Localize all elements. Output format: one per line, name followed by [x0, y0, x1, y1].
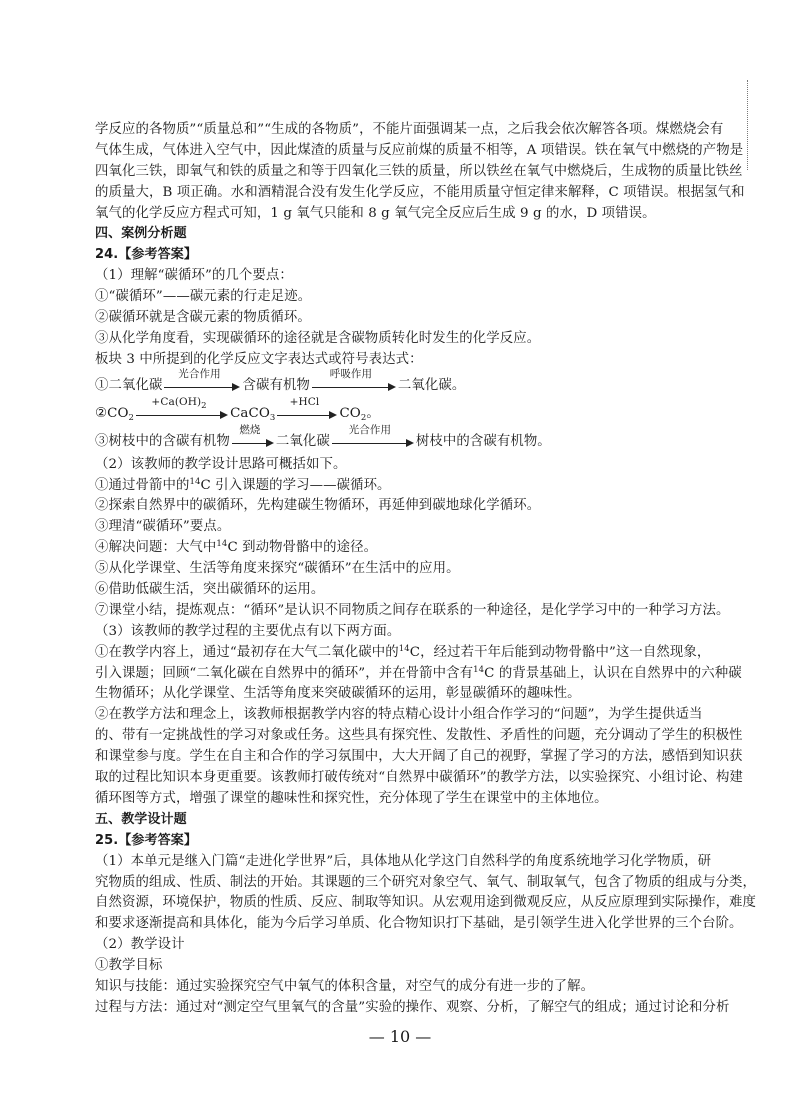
reaction-condition: 光合作用: [348, 424, 392, 437]
text-line: 自然资源，环境保护，物质的性质、反应、制取等知识。从宏观用途到微观反应，从反应原理到实际操作，难度: [95, 895, 757, 911]
text-line: 的质量大，B 项正确。水和酒精混合没有发生化学反应，不能用质量守恒定律来解释，C 项错误。根据氢气和: [95, 184, 745, 200]
reagent-text: +Ca(OH): [151, 396, 202, 409]
punctuation: 。: [366, 405, 380, 421]
text-fragment: ①通过骨箭中的: [95, 477, 190, 493]
text-line: 板块 3 中所提到的化学反应文字表达式或符号表达式：: [95, 351, 423, 367]
product: 含碳有机物: [242, 377, 310, 393]
isotope-mass-number: 14: [189, 476, 201, 487]
reaction-arrow: [332, 424, 414, 449]
text-line: 学反应的各物质”“质量总和”“生成的各物质”，不能片面强调某一点，之后我会依次解答各项。煤燃烧会有: [95, 122, 724, 137]
text-line: 和课堂参与度。学生在自主和合作的学习氛围中，大大开阔了自己的视野，掌握了学习的方法，感悟到知识获: [95, 749, 743, 765]
isotope-mass-number: 14: [473, 664, 485, 675]
subscript: 3: [269, 412, 276, 423]
text-line: ②在教学方法和理念上，该教师根据教学内容的特点精心设计小组合作学习的“问题”，为学生提供适当: [95, 707, 703, 723]
text-line: [95, 476, 711, 497]
text-line: 生物循环；从化学课堂、生活等角度来突破碳循环的运用，彰显碳循环的趣味性。: [95, 686, 581, 702]
reactant: 树枝中的含碳有机物: [108, 433, 230, 449]
subscript: 2: [360, 412, 367, 423]
product: 二氧化碳。: [397, 377, 466, 393]
page-number: — 10 —: [368, 1027, 432, 1046]
reaction-arrow: [277, 396, 337, 421]
reaction-condition: 燃烧: [239, 424, 261, 437]
reaction-condition: 光合作用: [178, 368, 221, 381]
subscript: 2: [128, 412, 135, 423]
binding-edge-marks: [746, 80, 748, 170]
text-line: （3）该教师的教学过程的主要优点有以下两方面。: [95, 623, 401, 639]
text-fragment: C 的背景基础上，认识在自然界中的六种碳: [484, 665, 742, 681]
reaction-condition: +HCl: [289, 396, 320, 409]
text-line: （2）该教师的教学设计思路可概括如下。: [95, 456, 347, 472]
isotope-mass-number: 14: [216, 539, 228, 550]
text-line: [95, 643, 711, 664]
equation-number: ③: [95, 433, 109, 449]
formula-text: CaCO: [230, 405, 270, 421]
text-line: 究物质的组成、性质、制法的开始。其课题的三个研究对象空气、氧气、制取氧气，包含了物质的组成与分类，: [95, 874, 757, 890]
reaction-arrow: [232, 424, 274, 449]
text-fragment: C 到动物骨骼中的途径。: [227, 540, 378, 556]
reaction-arrow: [312, 368, 396, 393]
text-line: ⑤从化学课堂、生活等角度来探究“碳循环”在生活中的应用。: [95, 561, 460, 577]
text-line: 的、带有一定挑战性的学习对象或任务。这些具有探究性、发散性、矛盾性的问题，充分调动了学生的积极性: [95, 728, 743, 744]
text-line: ⑥借助低碳生活，突出碳循环的运用。: [95, 582, 325, 598]
equation-2: [95, 396, 711, 427]
text-line: ⑦课堂小结，提炼观点：“循环”是认识不同物质之间存在联系的一种途径，是化学学习中的一种学习方法。: [95, 602, 730, 618]
question-24-label: 24.【参考答案】: [95, 247, 197, 263]
product: 二氧化碳: [275, 433, 330, 449]
text-line: ②碳循环就是含碳元素的物质循环。: [95, 310, 311, 326]
formula: [339, 406, 366, 421]
isotope-mass-number: 14: [398, 643, 410, 654]
section-heading-case-analysis: 四、案例分析题: [95, 226, 187, 242]
equation-1: [95, 368, 711, 399]
reaction-condition: 呼吸作用: [329, 368, 373, 381]
text-fragment: ④解决问题：大气中: [95, 540, 217, 556]
text-line: ①教学目标: [95, 958, 163, 974]
text-line: ①“碳循环”——碳元素的行走足迹。: [95, 289, 312, 305]
question-25-label: 25.【参考答案】: [95, 832, 197, 848]
text-line: 过程与方法：通过对“测定空气里氧气的含量”实验的操作、观察、分析，了解空气的组成；通过讨论和分析: [95, 999, 730, 1015]
text-line: ③理清“碳循环”要点。: [95, 519, 231, 535]
text-line: 氧气的化学反应方程式可知，1 g 氧气只能和 8 g 氧气完全反应后生成 9 g 的水，D 项错误。: [95, 205, 656, 221]
formula-text: CO: [107, 405, 129, 421]
text-line: [95, 538, 711, 559]
text-fragment: C，经过若干年后能到动物骨骼中”这一自然现象，: [409, 644, 711, 660]
text-line: 四氧化三铁，即氧气和铁的质量之和等于四氧化三铁的质量，所以铁丝在氧气中燃烧后，生成物的质量比铁丝: [95, 163, 743, 179]
text-fragment: 引入课题；回顾“二氧化碳在自然界中的循环”，并在骨箭中含有: [95, 665, 474, 681]
reactant: 二氧化碳: [108, 377, 163, 393]
formula: [107, 406, 134, 421]
equation-number: ②: [95, 405, 108, 421]
page-content: [95, 120, 757, 1019]
text-line: （1）理解“碳循环”的几个要点：: [95, 268, 293, 284]
text-line: ②探索自然界中的碳循环，先构建碳生物循环，再延伸到碳地球化学循环。: [95, 498, 541, 514]
equation-number: ①: [95, 377, 109, 393]
text-line: ③从化学角度看，实现碳循环的途径就是含碳物质转化时发生的化学反应。: [95, 330, 541, 346]
section-heading-teaching-design: 五、教学设计题: [95, 811, 187, 827]
text-line: 和要求逐渐提高和具体化，能为今后学习单质、化合物知识打下基础，是引领学生进入化学世界的三个台阶。: [95, 916, 743, 932]
product: 树枝中的含碳有机物。: [415, 433, 551, 449]
text-fragment: C 引入课题的学习——碳循环。: [200, 477, 391, 493]
subscript: 2: [201, 401, 207, 412]
formula: [230, 406, 275, 421]
reaction-arrow: [164, 368, 240, 393]
text-line: 气体生成，气体进入空气中，因此煤渣的质量与反应前煤的质量不相等，A 项错误。铁在氧气中燃烧的产物是: [95, 142, 744, 158]
text-line: [95, 664, 742, 685]
reaction-condition: [136, 396, 222, 412]
text-line: 循环图等方式，增强了课堂的趣味性和探究性，充分体现了学生在课堂中的主体地位。: [95, 790, 608, 806]
formula-text: CO: [339, 405, 361, 421]
text-line: （2）教学设计: [95, 937, 185, 953]
text-line: 取的过程比知识本身更重要。该教师打破传统对“自然界中碳循环”的教学方法，以实验探究、小组讨论、构建: [95, 770, 743, 786]
text-line: 知识与技能：通过实验探究空气中氧气的体积含量，对空气的成分有进一步的了解。: [95, 978, 595, 994]
text-fragment: ①在教学内容上，通过“最初存在大气二氧化碳中的: [95, 644, 399, 660]
equation-3: [95, 424, 711, 455]
reaction-arrow: [136, 396, 228, 421]
text-line: （1）本单元是继入门篇“走进化学世界”后，具体地从化学这门自然科学的角度系统地学习化学物质，研: [95, 853, 712, 869]
